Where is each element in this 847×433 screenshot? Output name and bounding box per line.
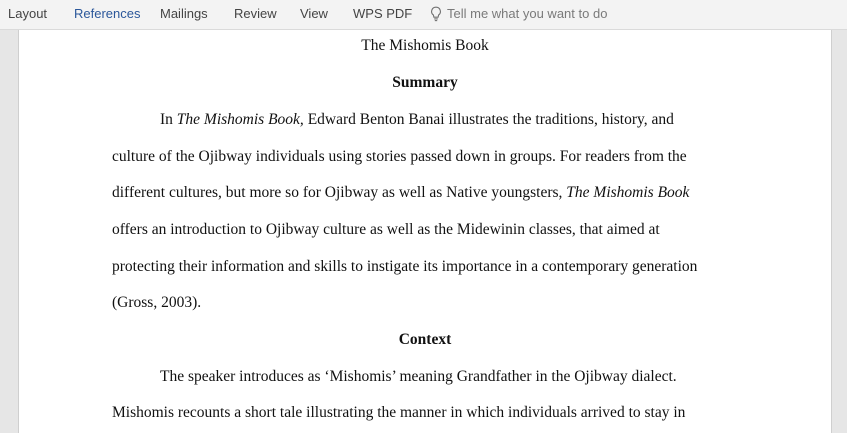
tab-layout[interactable]: Layout [8, 6, 48, 21]
document-canvas[interactable] [0, 30, 847, 433]
context-line-2: Mishomis recounts a short tale illustrating the manner in which individuals arrived to stay in [112, 404, 686, 421]
summary-line-5: protecting their information and skills to instigate its importance in a contemporary generation [112, 258, 698, 275]
document-title: The Mishomis Book [361, 37, 489, 54]
context-line-1: The speaker introduces as ‘Mishomis’ meaning Grandfather in the Ojibway dialect. [160, 368, 677, 385]
summary-line-6: (Gross, 2003). [112, 294, 202, 311]
summary-line-1: In The Mishomis Book, Edward Benton Banai illustrates the traditions, history, and [160, 111, 674, 128]
tell-me-search[interactable] [430, 6, 607, 22]
lightbulb-icon [430, 6, 442, 22]
summary-line-2: culture of the Ojibway individuals using stories passed down in groups. For readers from the [112, 148, 687, 165]
tab-review[interactable]: Review [234, 6, 277, 21]
ribbon-tab-bar [0, 0, 847, 30]
tell-me-placeholder: Tell me what you want to do [447, 6, 608, 21]
tab-references[interactable]: References [74, 6, 141, 21]
tab-view[interactable]: View [300, 6, 328, 21]
tab-wps-pdf[interactable]: WPS PDF [353, 6, 413, 21]
summary-heading: Summary [392, 74, 458, 91]
summary-line-4: offers an introduction to Ojibway culture as well as the Midewinin classes, that aimed at [112, 221, 660, 238]
document-page[interactable] [18, 30, 832, 433]
summary-line-3: different cultures, but more so for Ojibway as well as Native youngsters, The Mishomis Book [112, 184, 690, 201]
tab-mailings[interactable]: Mailings [160, 6, 208, 21]
context-heading: Context [398, 331, 452, 348]
